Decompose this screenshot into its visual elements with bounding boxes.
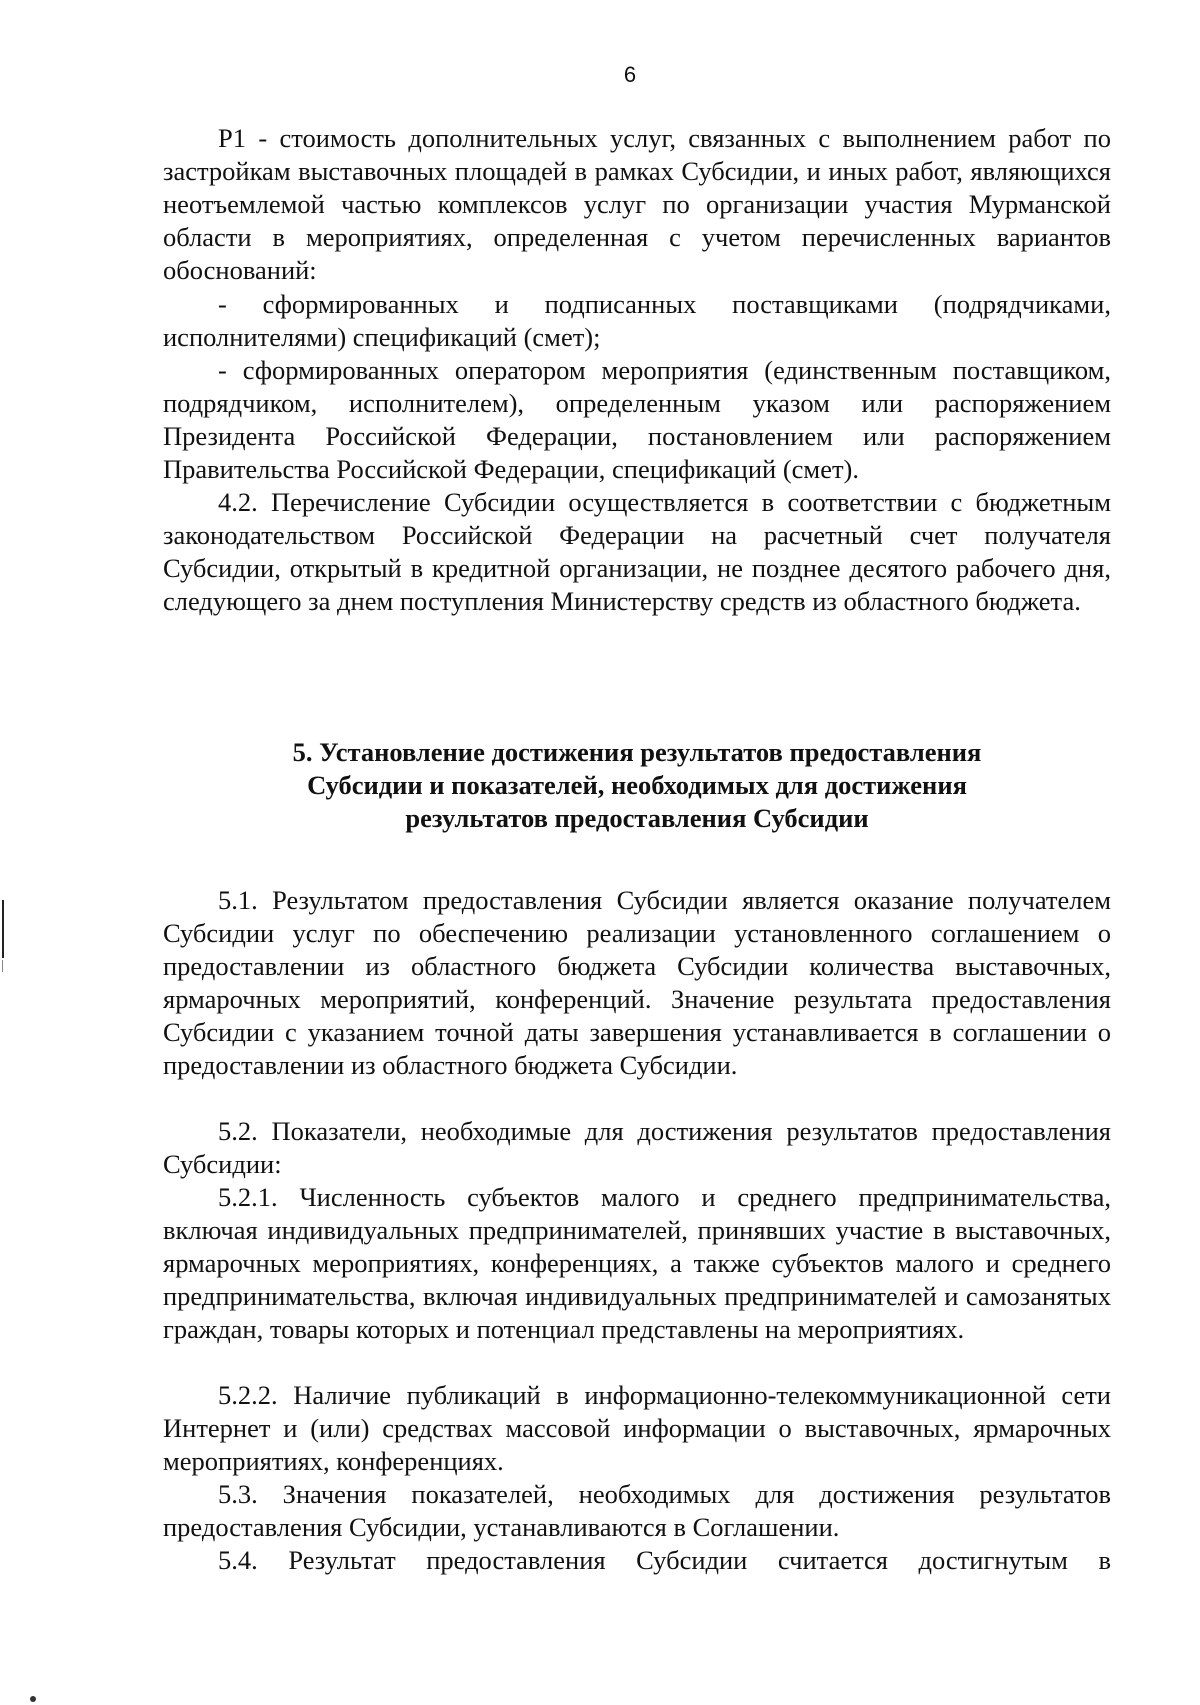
section-heading-line: 5. Установление достижения результатов предоставления	[292, 737, 982, 767]
paragraph-supplier-specifications: - сформированных и подписанных поставщиками (подрядчиками, исполнителями) спецификаций (смет);	[163, 289, 1111, 352]
section-heading-line: результатов предоставления Субсидии	[405, 803, 869, 833]
scan-margin-mark	[2, 960, 3, 972]
section-heading-line: Субсидии и показателей, необходимых для достижения	[307, 770, 967, 800]
paragraph-operator-specifications: - сформированных оператором мероприятия (единственным поставщиком, подрядчиком, исполнителем), определенным указом или распоряжением Президента Российской Федерации, постановлением или распоряжением Правительства Российской Федерации, спецификаций (смет).	[163, 355, 1111, 484]
paragraph-5-3: 5.3. Значения показателей, необходимых для достижения результатов предоставления Субсидии, устанавливаются в Соглашении.	[163, 1479, 1111, 1542]
paragraph-4-2: 4.2. Перечисление Субсидии осуществляется в соответствии с бюджетным законодательством Российской Федерации на расчетный счет получателя Субсидии, открытый в кредитной организации, не позднее десятого рабочего дня, следующего за днем поступления Министерству средств из областного бюджета.	[163, 487, 1111, 616]
paragraph-p1-definition: Р1 - стоимость дополнительных услуг, связанных с выполнением работ по застройкам выставочных площадей в рамках Субсидии, и иных работ, являющихся неотъемлемой частью комплексов услуг по организации участия Мурманской области в мероприятиях, определенная с учетом перечисленных вариантов обоснований:	[163, 123, 1111, 285]
paragraph-5-1: 5.1. Результатом предоставления Субсидии является оказание получателем Субсидии услуг по обеспечению реализации установленного соглашением о предоставлении из областного бюджета Субсидии количества выставочных, ярмарочных мероприятий, конференций. Значение результата предоставления Субсидии с указанием точной даты завершения устанавливается в соглашении о предоставлении из областного бюджета Субсидии.	[163, 885, 1111, 1080]
paragraph-5-2-1: 5.2.1. Численность субъектов малого и среднего предпринимательства, включая индивидуальных предпринимателей, принявших участие в выставочных, ярмарочных мероприятиях, конференциях, а также субъектов малого и среднего предпринимательства, включая индивидуальных предпринимателей и самозанятых граждан, товары которых и потенциал представлены на мероприятиях.	[163, 1182, 1111, 1344]
section-5-heading	[163, 736, 1111, 835]
paragraph-5-2: 5.2. Показатели, необходимые для достижения результатов предоставления Субсидии:	[163, 1116, 1111, 1179]
paragraph-5-4: 5.4. Результат предоставления Субсидии считается достигнутым в	[218, 1545, 1111, 1575]
scan-corner-dot	[30, 1696, 36, 1702]
paragraph-5-2-2: 5.2.2. Наличие публикаций в информационно-телекоммуникационной сети Интернет и (или) средствах массовой информации о выставочных, ярмарочных мероприятиях, конференциях.	[163, 1380, 1111, 1476]
page-number: 6	[623, 62, 637, 87]
scan-margin-mark	[2, 900, 4, 958]
